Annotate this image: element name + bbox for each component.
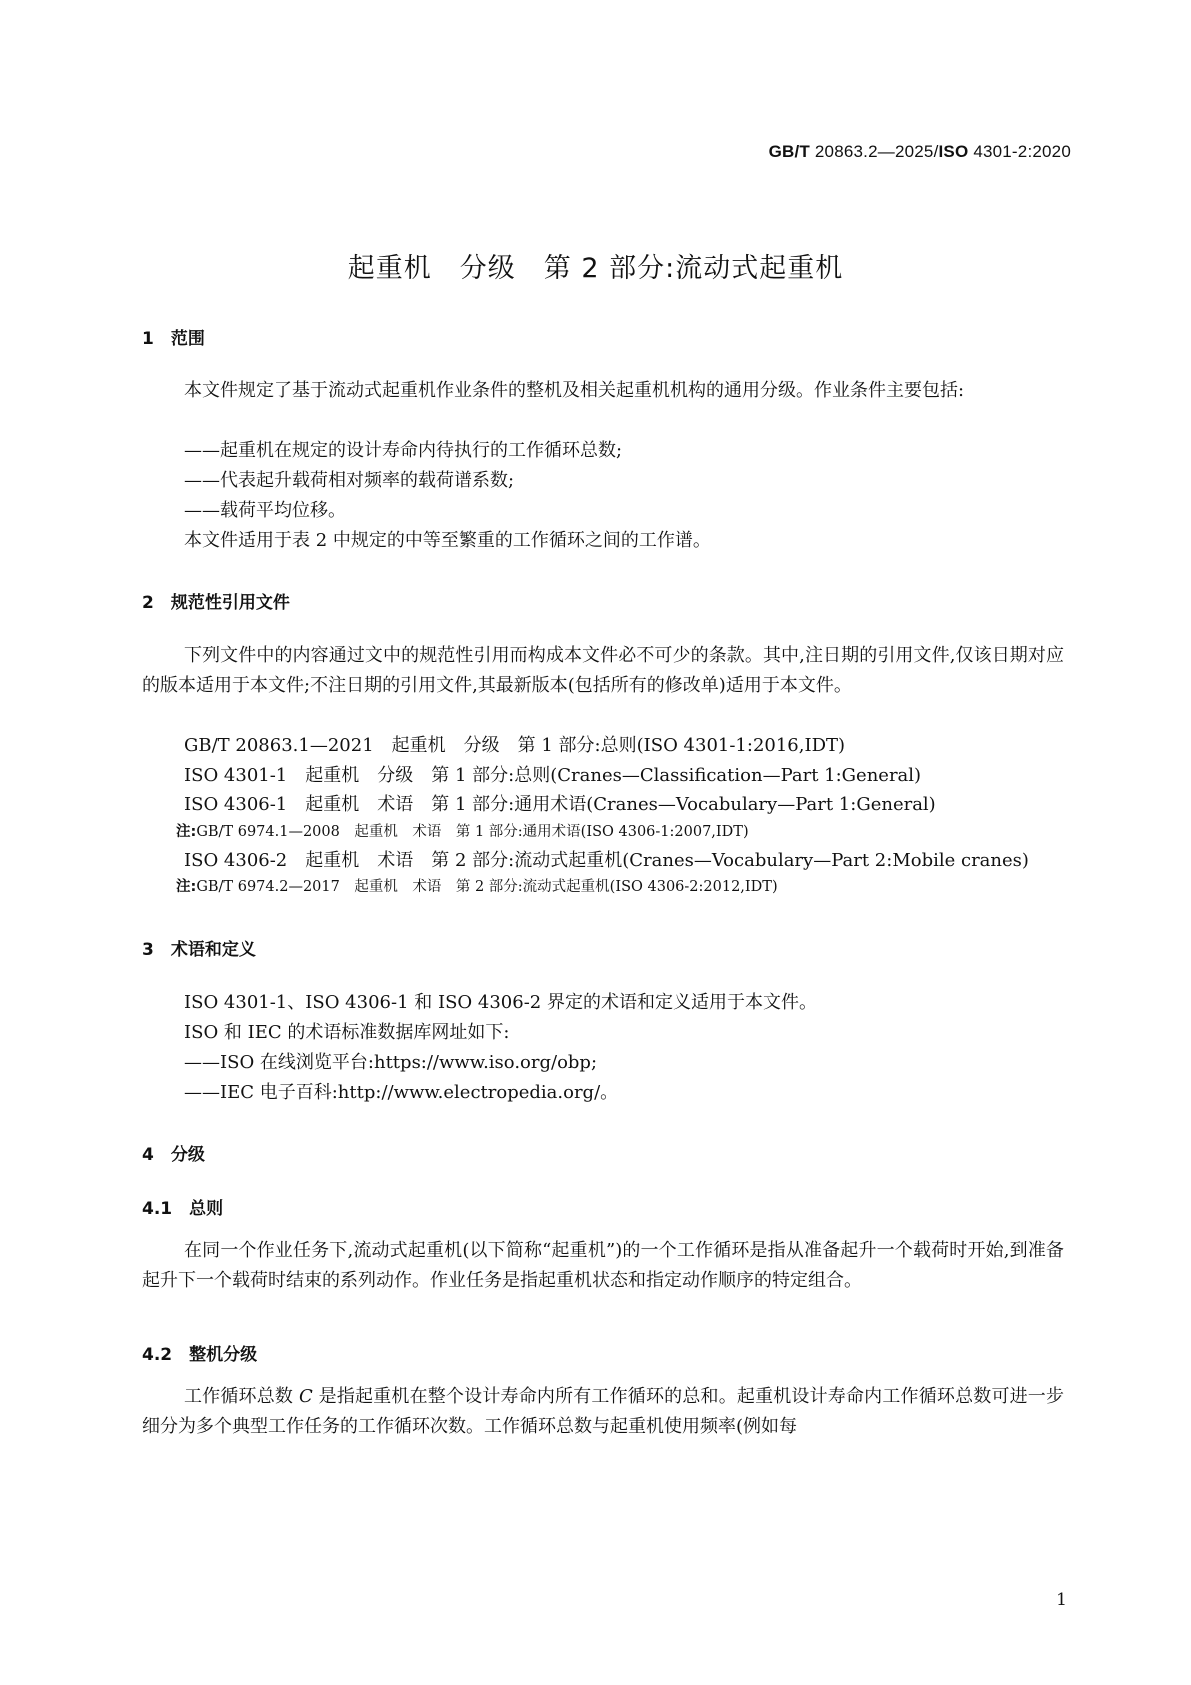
scope-list-item: ——代表起升载荷相对频率的载荷谱系数; bbox=[184, 470, 515, 491]
section-4-2-heading: 4.2 整机分级 bbox=[142, 1345, 258, 1365]
section-1-paragraph: 本文件规定了基于流动式起重机作业条件的整机及相关起重机机构的通用分级。作业条件主要包括: bbox=[184, 380, 965, 401]
code-prefix: GB/T bbox=[768, 142, 810, 161]
document-title: 起重机 分级 第 2 部分:流动式起重机 bbox=[347, 253, 844, 284]
variable-c: C bbox=[299, 1386, 313, 1407]
section-2-heading: 2 规范性引用文件 bbox=[142, 593, 290, 613]
section-4-2-paragraph bbox=[142, 1382, 1064, 1442]
section-2-paragraph: 下列文件中的内容通过文中的规范性引用而构成本文件必不可少的条款。其中,注日期的引用文件,仅该日期对应的版本适用于本文件;不注日期的引用文件,其最新版本(包括所有的修改单)适用于本文件。 bbox=[142, 645, 1064, 696]
section-4-heading: 4 分级 bbox=[142, 1145, 205, 1165]
paragraph-text: 是指起重机在整个设计寿命内所有工作循环的总和。起重机设计寿命内工作循环总数可进一步细分为多个典型工作任务的工作循环次数。工作循环总数与起重机使用频率(例如每 bbox=[142, 1386, 1064, 1437]
standard-code bbox=[769, 142, 1071, 162]
reference-note bbox=[176, 821, 749, 843]
page-number: 1 bbox=[1056, 1590, 1067, 1610]
note-label: 注: bbox=[176, 879, 197, 895]
scope-list-item: ——起重机在规定的设计寿命内待执行的工作循环总数; bbox=[184, 440, 623, 461]
code-iso-number: 4301-2:2020 bbox=[968, 142, 1071, 161]
terms-line: ISO 和 IEC 的术语标准数据库网址如下: bbox=[184, 1022, 510, 1043]
section-4-1-heading: 4.1 总则 bbox=[142, 1199, 224, 1219]
reference-item: ISO 4306-2 起重机 术语 第 2 部分:流动式起重机(Cranes—Vocabulary—Part 2:Mobile cranes) bbox=[184, 850, 1029, 871]
code-iso-prefix: ISO bbox=[938, 142, 969, 161]
note-label: 注: bbox=[176, 824, 197, 840]
code-number: 20863.2—2025/ bbox=[809, 142, 939, 161]
reference-item: ISO 4301-1 起重机 分级 第 1 部分:总则(Cranes—Classification—Part 1:General) bbox=[184, 765, 922, 786]
section-3-heading: 3 术语和定义 bbox=[142, 940, 256, 960]
reference-item: ISO 4306-1 起重机 术语 第 1 部分:通用术语(Cranes—Vocabulary—Part 1:General) bbox=[184, 794, 936, 815]
reference-note bbox=[176, 876, 778, 898]
terms-line: ISO 4301-1、ISO 4306-1 和 ISO 4306-2 界定的术语和定义适用于本文件。 bbox=[184, 992, 817, 1013]
iso-obp-link-line: ——ISO 在线浏览平台:https://www.iso.org/obp; bbox=[184, 1052, 598, 1073]
scope-list-item: ——载荷平均位移。 bbox=[184, 500, 346, 521]
reference-item: GB/T 20863.1—2021 起重机 分级 第 1 部分:总则(ISO 4301-1:2016,IDT) bbox=[184, 735, 846, 756]
paragraph-text: 工作循环总数 bbox=[184, 1386, 299, 1407]
note-text: GB/T 6974.2—2017 起重机 术语 第 2 部分:流动式起重机(ISO 4306-2:2012,IDT) bbox=[196, 879, 778, 895]
note-text: GB/T 6974.1—2008 起重机 术语 第 1 部分:通用术语(ISO 4306-1:2007,IDT) bbox=[196, 824, 749, 840]
scope-applicability: 本文件适用于表 2 中规定的中等至繁重的工作循环之间的工作谱。 bbox=[184, 530, 711, 551]
iec-electropedia-link-line: ——IEC 电子百科:http://www.electropedia.org/。 bbox=[184, 1082, 619, 1103]
section-4-1-paragraph: 在同一个作业任务下,流动式起重机(以下简称“起重机”)的一个工作循环是指从准备起升一个载荷时开始,到准备起升下一个载荷时结束的系列动作。作业任务是指起重机状态和指定动作顺序的特定组合。 bbox=[142, 1240, 1064, 1291]
section-1-heading: 1 范围 bbox=[142, 329, 205, 349]
